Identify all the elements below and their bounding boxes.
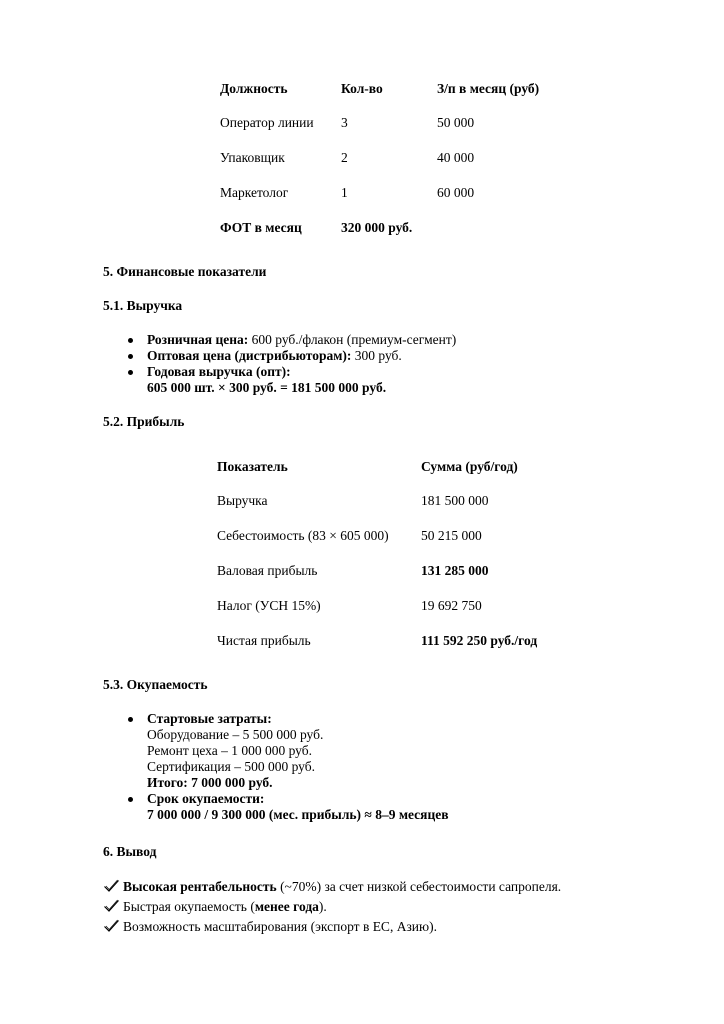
section-5-title: 5. Финансовые показатели <box>103 264 267 279</box>
section-5-1-title: 5.1. Выручка <box>103 298 183 313</box>
bullet-icon <box>128 717 133 722</box>
check-icon <box>103 899 120 913</box>
startup-cost-line: Сертификация – 500 000 руб. <box>147 759 315 774</box>
list-item <box>147 349 402 363</box>
staff-header-position: Должность <box>220 81 288 96</box>
conclusion-1-bold: Высокая рентабельность <box>123 879 277 894</box>
bullet-icon <box>128 370 133 375</box>
list-item <box>123 900 327 914</box>
bullet-icon <box>128 354 133 359</box>
conclusion-2-end: ). <box>318 899 327 914</box>
wholesale-price-label: Оптовая цена (дистрибьюторам): <box>147 348 352 363</box>
profit-row-label: Себестоимость (83 × 605 000) <box>217 528 389 543</box>
staff-row-position: Маркетолог <box>220 185 289 200</box>
profit-header-indicator: Показатель <box>217 459 288 474</box>
annual-revenue-label: Годовая выручка (опт): <box>147 364 291 379</box>
startup-total: Итого: 7 000 000 руб. <box>147 775 273 790</box>
startup-costs-label: Стартовые затраты: <box>147 711 272 726</box>
profit-header-amount: Сумма (руб/год) <box>421 459 518 474</box>
staff-row-count: 2 <box>341 150 348 165</box>
profit-row-value: 19 692 750 <box>421 598 482 613</box>
check-icon <box>103 879 120 893</box>
profit-row-value: 131 285 000 <box>421 563 489 578</box>
profit-row-label: Валовая прибыль <box>217 563 318 578</box>
staff-row-position: Оператор линии <box>220 115 314 130</box>
startup-cost-line: Оборудование – 5 500 000 руб. <box>147 727 324 742</box>
profit-row-value: 111 592 250 руб./год <box>421 633 538 648</box>
startup-cost-line: Ремонт цеха – 1 000 000 руб. <box>147 743 312 758</box>
section-6-title: 6. Вывод <box>103 844 157 859</box>
retail-price-label: Розничная цена: <box>147 332 249 347</box>
retail-price-value: 600 руб./флакон (премиум-сегмент) <box>248 332 457 347</box>
staff-row-count: 1 <box>341 185 348 200</box>
wholesale-price-value: 300 руб. <box>351 348 402 363</box>
annual-revenue-formula: 605 000 шт. × 300 руб. = 181 500 000 руб. <box>147 380 387 395</box>
section-5-2-title: 5.2. Прибыль <box>103 414 185 429</box>
section-5-3-title: 5.3. Окупаемость <box>103 677 208 692</box>
payroll-total-value: 320 000 руб. <box>341 220 413 235</box>
list-item <box>147 333 456 347</box>
staff-row-position: Упаковщик <box>220 150 285 165</box>
staff-row-count: 3 <box>341 115 348 130</box>
conclusion-1-text: (~70%) за счет низкой себестоимости сапропеля. <box>276 879 562 894</box>
payroll-total-label: ФОТ в месяц <box>220 220 302 235</box>
profit-row-value: 181 500 000 <box>421 493 489 508</box>
profit-row-label: Налог (УСН 15%) <box>217 598 321 613</box>
staff-row-salary: 40 000 <box>437 150 475 165</box>
payback-formula: 7 000 000 / 9 300 000 (мес. прибыль) ≈ 8–9 месяцев <box>147 807 449 822</box>
bullet-icon <box>128 797 133 802</box>
profit-row-label: Выручка <box>217 493 268 508</box>
staff-header-count: Кол-во <box>341 81 383 96</box>
payback-label: Срок окупаемости: <box>147 791 265 806</box>
conclusion-2-bold: менее года <box>254 899 319 914</box>
profit-row-value: 50 215 000 <box>421 528 482 543</box>
list-item <box>123 880 561 894</box>
profit-row-label: Чистая прибыль <box>217 633 311 648</box>
conclusion-3-text: Возможность масштабирования (экспорт в ЕС, Азию). <box>123 919 437 934</box>
check-icon <box>103 919 120 933</box>
staff-row-salary: 60 000 <box>437 185 475 200</box>
conclusion-2-text: Быстрая окупаемость ( <box>123 899 255 914</box>
bullet-icon <box>128 338 133 343</box>
staff-header-salary: З/п в месяц (руб) <box>437 81 540 96</box>
staff-row-salary: 50 000 <box>437 115 475 130</box>
